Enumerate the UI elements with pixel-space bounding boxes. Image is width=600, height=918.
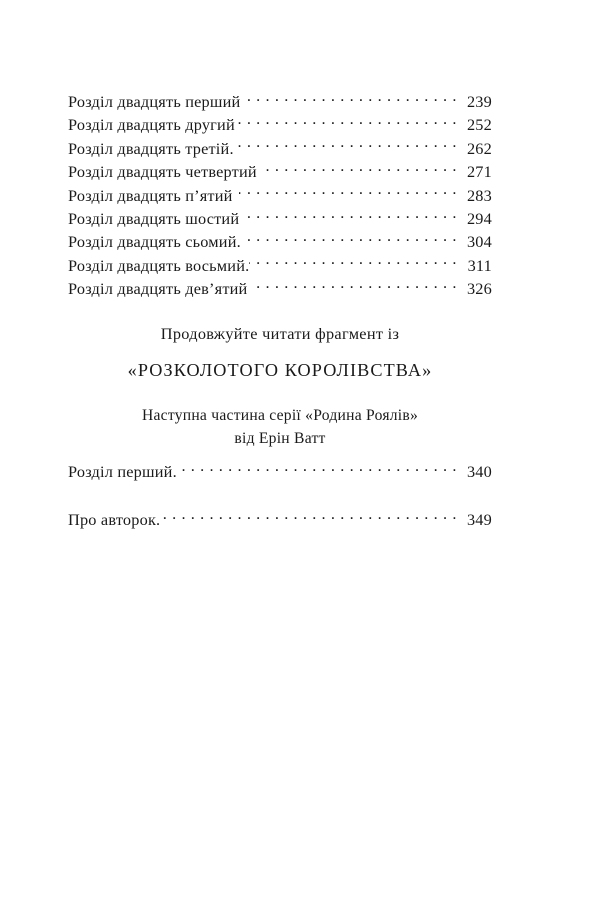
toc-entry-title: Розділ двадцять другий xyxy=(68,115,235,135)
toc-entry[interactable] xyxy=(68,137,492,160)
toc-entry-page: 271 xyxy=(466,162,492,182)
toc-entry-page: 304 xyxy=(466,232,492,252)
toc-entry-title: Розділ перший. xyxy=(68,462,177,481)
toc-list xyxy=(68,90,492,301)
toc-entry-title: Розділ двадцять дев’ятий xyxy=(68,279,248,299)
toc-entry[interactable] xyxy=(68,160,492,183)
toc-entry-title: Про авторок. xyxy=(68,510,161,529)
tail-entry-group xyxy=(68,508,492,531)
toc-entry-title: Розділ двадцять шостий xyxy=(68,209,240,229)
toc-entry[interactable] xyxy=(68,277,492,300)
toc-entry-page: 252 xyxy=(466,115,492,135)
toc-dot-leader xyxy=(249,255,457,271)
toc-entry-title: Розділ двадцять сьомий. xyxy=(68,232,241,252)
toc-entry[interactable] xyxy=(68,460,492,483)
toc-entry-title: Розділ двадцять перший xyxy=(68,92,241,111)
tail-entry-group xyxy=(68,460,492,483)
promo-series-line: Наступна частина серії «Родина Роялів» xyxy=(141,407,419,424)
toc-entry-title: Розділ двадцять четвертий xyxy=(68,162,257,182)
toc-dot-leader xyxy=(241,231,457,247)
toc-entry-page: 326 xyxy=(466,279,492,299)
toc-dot-leader xyxy=(246,91,457,107)
toc-entry-title: Розділ двадцять восьмий. xyxy=(68,255,250,275)
promo-author-line: від Ерін Ватт xyxy=(234,429,326,447)
toc-dot-leader xyxy=(160,509,457,525)
promo-intro-text: Продовжуйте читати фрагмент із xyxy=(160,324,400,343)
toc-entry[interactable] xyxy=(68,254,492,277)
toc-entry[interactable] xyxy=(68,508,492,531)
toc-entry[interactable] xyxy=(68,184,492,207)
toc-entry-title: Розділ двадцять п’ятий xyxy=(68,185,233,205)
toc-entry[interactable] xyxy=(68,113,492,136)
toc-dot-leader xyxy=(263,161,457,177)
toc-entry-title: Розділ двадцять третій. xyxy=(68,138,234,158)
toc-entry[interactable] xyxy=(68,207,492,230)
toc-dot-leader xyxy=(235,114,457,130)
toc-entry-page: 311 xyxy=(467,255,492,275)
toc-dot-leader xyxy=(253,278,457,294)
toc-entry-page: 349 xyxy=(466,510,492,529)
toc-entry-page: 340 xyxy=(466,462,492,481)
toc-entry[interactable] xyxy=(68,90,492,113)
toc-entry-page: 239 xyxy=(466,92,492,111)
toc-dot-leader xyxy=(177,461,457,477)
toc-entry[interactable] xyxy=(68,230,492,253)
promo-block xyxy=(68,322,492,450)
promo-book-title: «РОЗКОЛОТОГО КОРОЛІВСТВА» xyxy=(127,360,433,380)
toc-dot-leader xyxy=(239,184,457,200)
toc-dot-leader xyxy=(234,138,457,154)
toc-dot-leader xyxy=(245,208,457,224)
toc-entry-page: 294 xyxy=(466,209,492,229)
toc-entry-page: 262 xyxy=(466,138,492,158)
toc-entry-page: 283 xyxy=(466,185,492,205)
